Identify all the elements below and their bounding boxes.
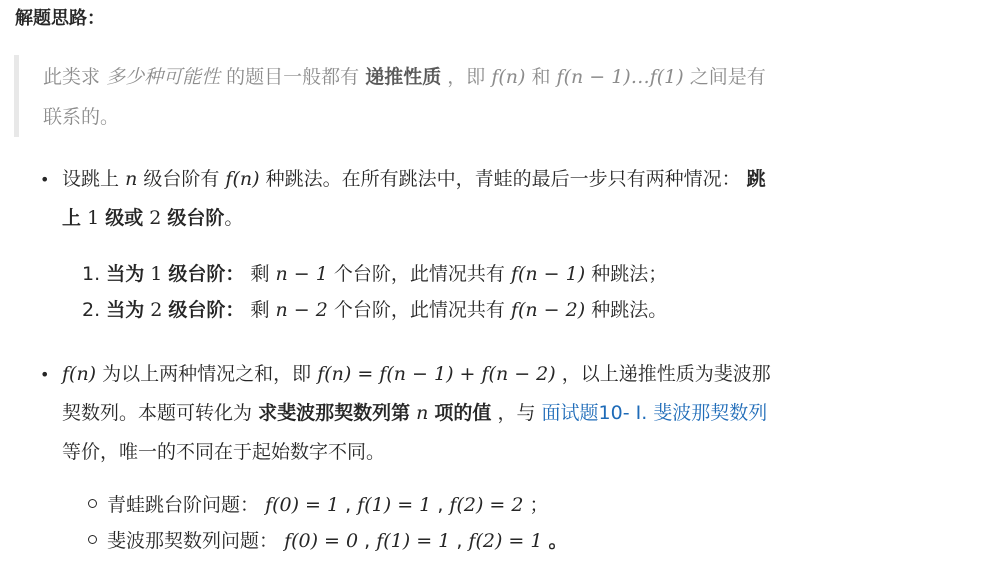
text: 等价，唯一的不同在于起始数字不同。 <box>62 441 386 463</box>
fibonacci-problem-link[interactable]: 面试题10- I. 斐波那契数列 <box>541 402 768 424</box>
math-number: 1 <box>150 263 163 285</box>
bold-text: 项的值 <box>434 402 492 424</box>
text: 契数列。本题可转化为 <box>62 402 253 424</box>
bullet-2-text <box>62 355 967 472</box>
list-item <box>40 160 970 240</box>
ordered-list-item-2 <box>82 292 667 328</box>
math-number: 2 <box>150 299 163 321</box>
quote-text-2: 的题目一般都有 <box>226 66 360 88</box>
text: 种跳法。在所有跳法中，青蛙的最后一步只有两种情况： <box>265 168 741 190</box>
bullet-dot: • <box>40 365 50 384</box>
text: 。 <box>548 530 568 552</box>
quote-text-line2: 联系的。 <box>43 106 120 128</box>
math-expr: f(2) = 1 <box>468 530 543 552</box>
text: 个台阶，此情况共有 <box>333 263 505 285</box>
bold-text: 当为 <box>106 263 145 285</box>
bold-text: 级台阶： <box>168 299 245 321</box>
math-expr: f(0) = 0 <box>284 530 359 552</box>
quote-text-4: 和 <box>531 66 551 88</box>
section-heading: 解题思路： <box>15 8 105 29</box>
math-n: n <box>125 168 138 190</box>
bold-text: 上 <box>62 207 82 229</box>
math-expr: f(n − 2) <box>510 299 586 321</box>
math-expr: n − 2 <box>275 299 328 321</box>
blockquote <box>14 55 969 137</box>
quote-text-5: 之间是有 <box>689 66 766 88</box>
list-number: 1. <box>82 263 101 285</box>
text: ，以上递推性质为斐波那 <box>561 363 771 385</box>
quote-text-3: ，即 <box>447 66 486 88</box>
quote-text-1: 此类求 <box>43 66 101 88</box>
text: 斐波那契数列问题： <box>107 530 279 552</box>
text: 剩 <box>250 263 270 285</box>
math-number: 2 <box>149 207 162 229</box>
blockquote-text <box>43 57 963 137</box>
list-item <box>40 355 970 475</box>
bold-text: 求斐波那契数列第 <box>258 402 411 424</box>
quote-math-fn: f(n) <box>491 66 526 88</box>
quote-bold: 递推性质 <box>365 66 442 88</box>
math-expr: f(1) = 1 <box>357 494 432 516</box>
sub-list-item-2: 斐波那契数列问题： f(0) = 0 , f(1) = 1 , f(2) = 1 。 <box>88 523 568 559</box>
ordered-list-item-1 <box>82 256 667 292</box>
bold-text: 跳 <box>746 168 766 190</box>
circle-bullet-icon <box>88 499 97 508</box>
text: ； <box>529 494 549 516</box>
math-expr: n − 1 <box>275 263 328 285</box>
math-expr: f(n − 1) <box>510 263 586 285</box>
bold-text: 级或 <box>105 207 144 229</box>
text: 设跳上 <box>62 168 120 190</box>
quote-emphasis: 多少种可能性 <box>106 66 221 88</box>
text: 青蛙跳台阶问题： <box>107 494 260 516</box>
text: 级台阶有 <box>143 168 220 190</box>
text: 为以上两种情况之和，即 <box>102 363 312 385</box>
bold-text: 当为 <box>106 299 145 321</box>
bold-text: 级台阶 <box>167 207 225 229</box>
math-fn: f(n) <box>62 363 97 385</box>
math-fn: f(n) <box>225 168 260 190</box>
math-number: 1 <box>87 207 100 229</box>
bullet-dot: • <box>40 170 50 189</box>
text: 个台阶，此情况共有 <box>333 299 505 321</box>
bullet-1-text <box>62 160 967 238</box>
list-number: 2. <box>82 299 101 321</box>
text: 剩 <box>250 299 270 321</box>
text: 种跳法； <box>591 263 668 285</box>
text: 。 <box>224 207 244 229</box>
math-expr: f(2) = 2 <box>449 494 524 516</box>
sub-list-item-1: 青蛙跳台阶问题： f(0) = 1 , f(1) = 1 , f(2) = 2 ； <box>88 487 549 523</box>
math-expr: f(1) = 1 <box>376 530 451 552</box>
circle-bullet-icon <box>88 535 97 544</box>
math-expr: f(0) = 1 <box>265 494 340 516</box>
text: ，与 <box>497 402 536 424</box>
bold-text: 级台阶： <box>168 263 245 285</box>
text: 种跳法。 <box>591 299 668 321</box>
math-recurrence: f(n) = f(n − 1) + f(n − 2) <box>317 363 556 385</box>
math-n: n <box>416 402 429 424</box>
quote-math-range: f(n − 1)…f(1) <box>556 66 684 88</box>
